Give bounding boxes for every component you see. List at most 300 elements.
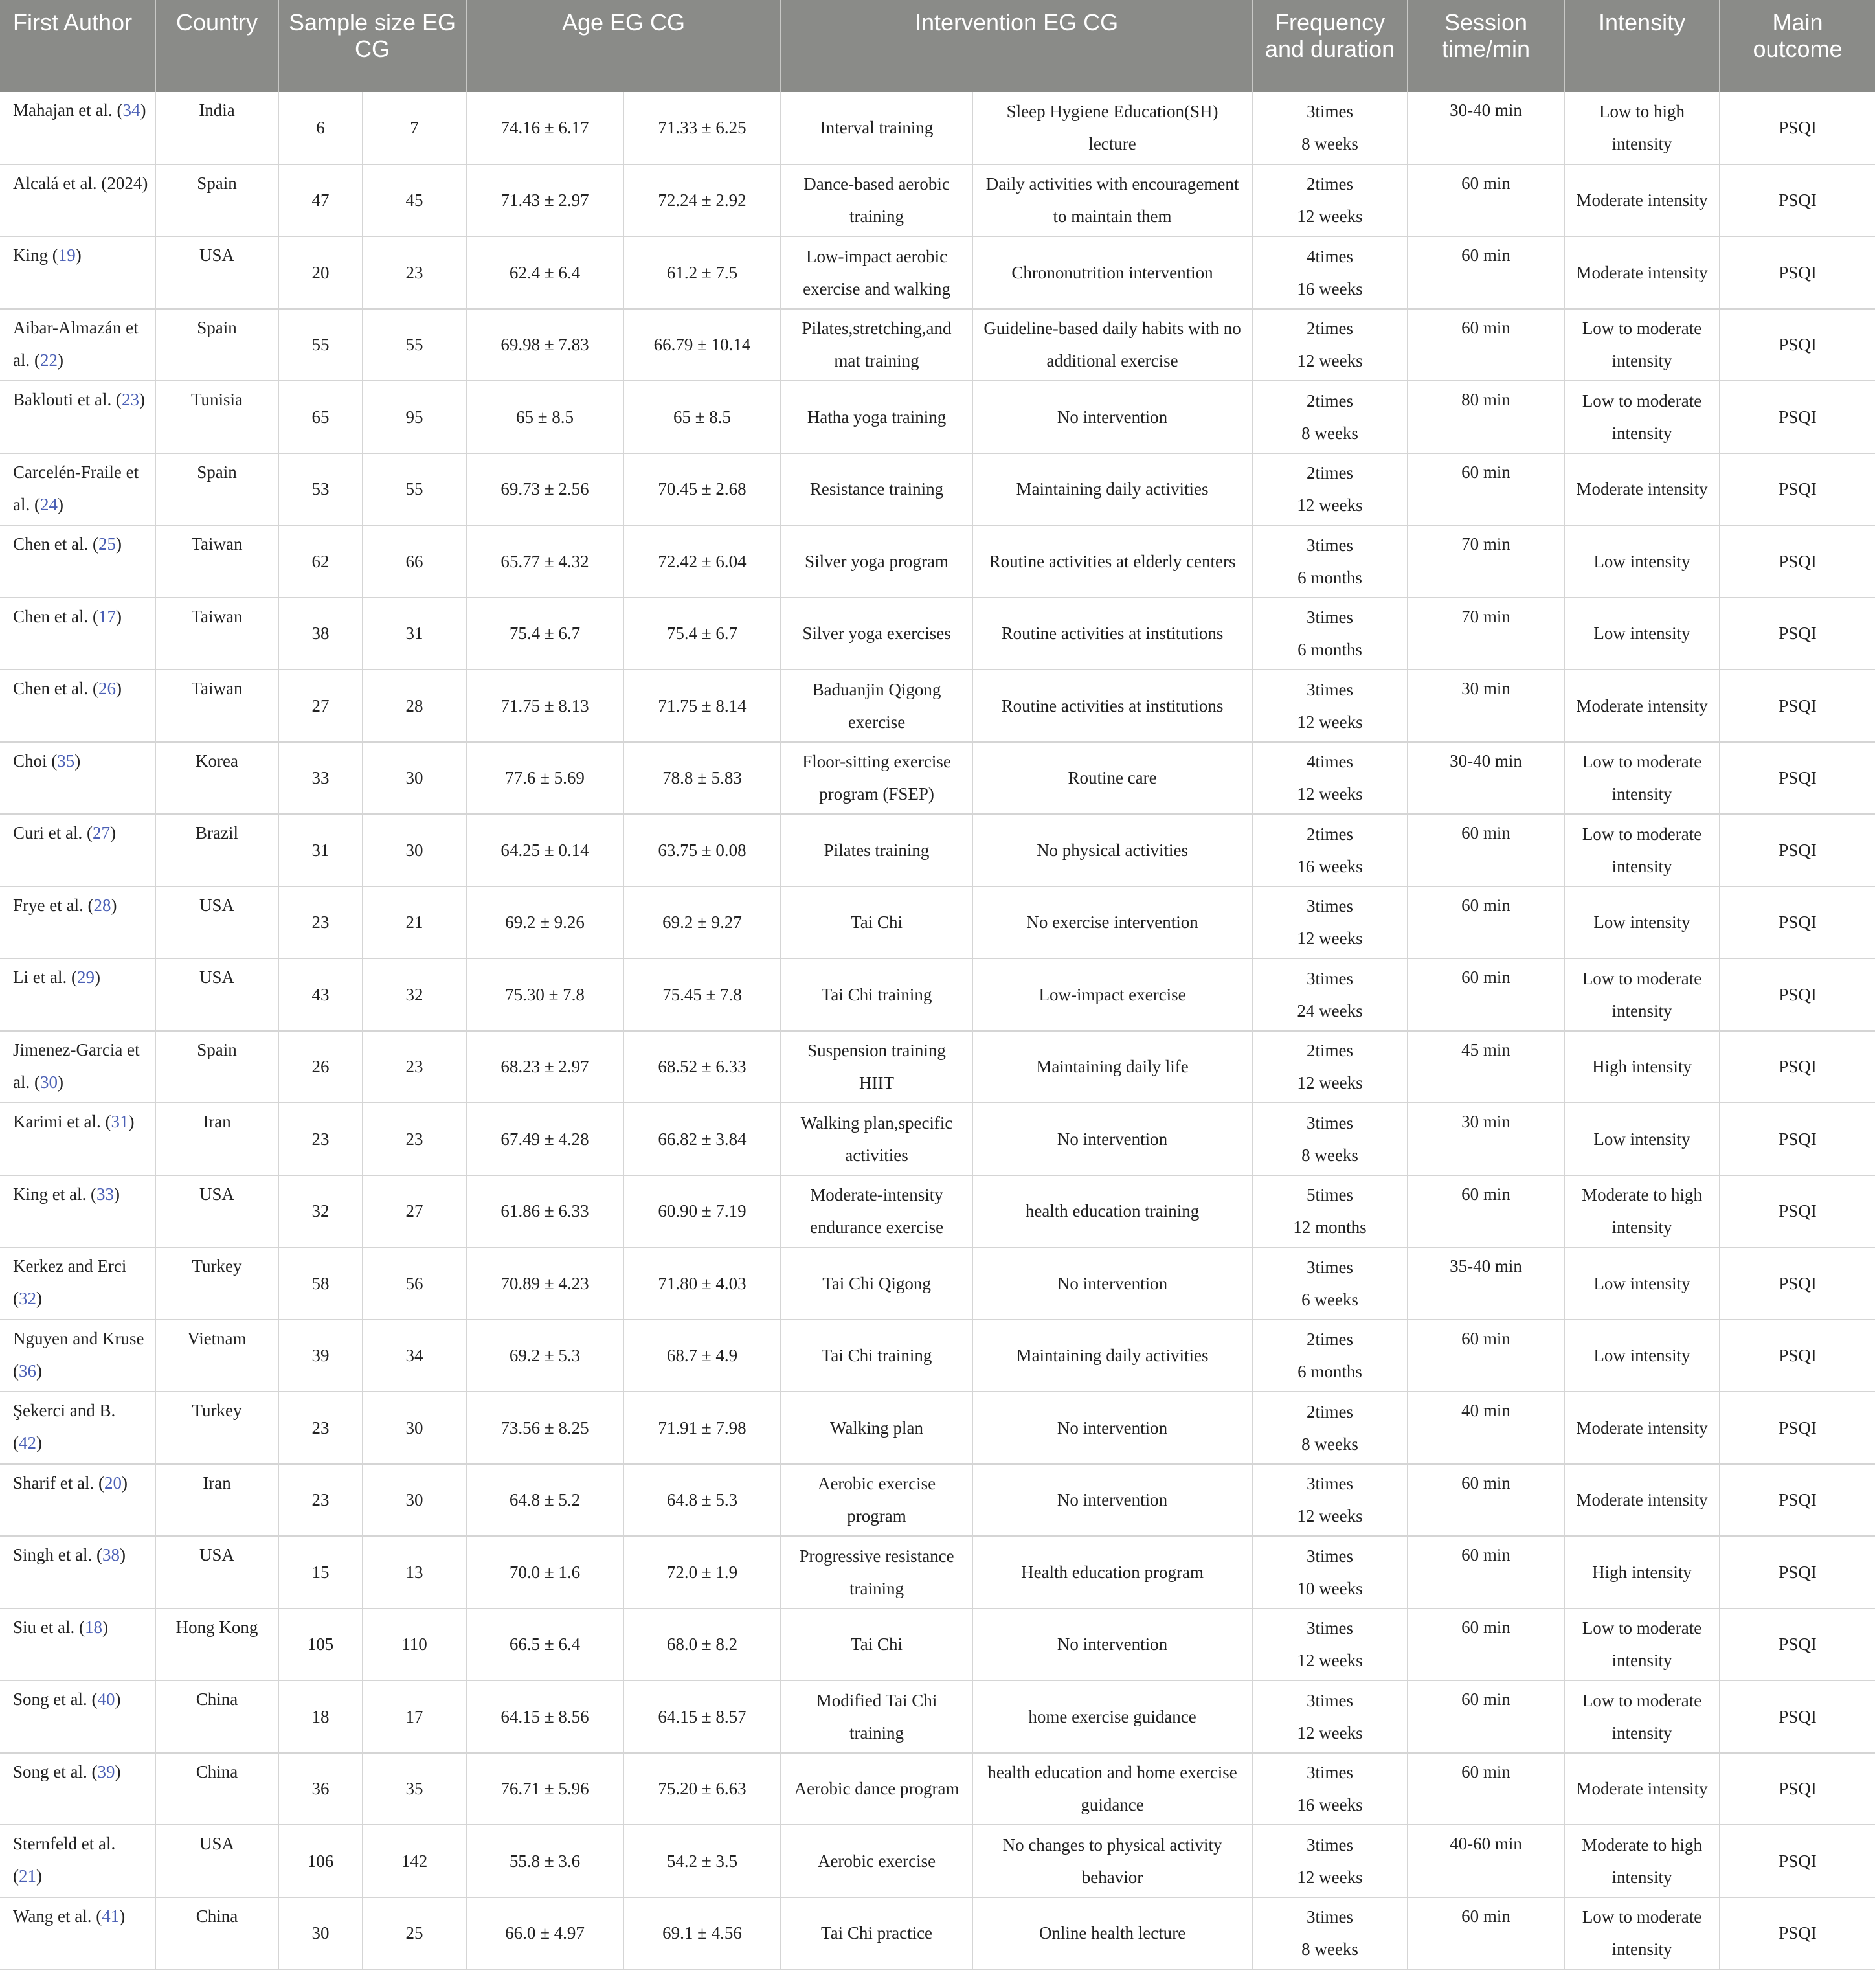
frequency-value: 3times [1307,679,1354,699]
reference-link[interactable]: 38 [102,1545,120,1564]
frequency-value: 3times [1307,1474,1354,1494]
header-first-author: First Author [0,0,155,92]
cell-frequency-duration [1252,1680,1408,1753]
cell-intensity [1564,453,1720,526]
session-value: 45 min [1461,1039,1510,1059]
session-value: 70 min [1461,606,1510,626]
reference-link[interactable]: 28 [93,895,111,915]
reference-link[interactable]: 36 [19,1361,36,1381]
intensity-value: Moderate to high intensity [1582,1835,1703,1887]
reference-link[interactable]: 19 [58,245,76,265]
outcome-value: PSQI [1779,1129,1817,1149]
cell-age-eg [466,598,623,670]
cell-age-cg [623,309,781,381]
sample-cg-value: 23 [405,1057,423,1077]
country-value: Spain [197,173,237,193]
intervention-cg-value: No intervention [1057,1418,1168,1438]
cell-intervention-eg [781,92,972,164]
cell-intensity [1564,1464,1720,1537]
cell-country [155,1103,278,1175]
sample-eg-value: 39 [311,1346,330,1366]
cell-outcome [1720,1247,1875,1320]
country-value: China [196,1689,238,1709]
country-value: USA [199,967,234,987]
cell-age-cg [623,1897,781,1970]
table-row [0,742,1875,815]
cell-session [1408,164,1564,237]
cell-session [1408,236,1564,309]
intervention-cg-value: Health education program [1021,1562,1204,1582]
age-eg-value: 66.5 ± 6.4 [509,1634,581,1655]
cell-intervention-cg [972,525,1252,598]
cell-first-author: Li et al. (29) [0,958,155,1031]
cell-age-eg [466,1536,623,1609]
cell-sample-eg [278,670,363,742]
frequency-value: 3times [1307,1113,1354,1133]
cell-sample-cg [363,92,466,164]
cell-country [155,381,278,453]
cell-intensity [1564,309,1720,381]
frequency-value: 4times [1307,246,1354,266]
intensity-value: Moderate intensity [1576,695,1708,716]
cell-intervention-eg [781,1392,972,1464]
intervention-cg-value: No intervention [1057,1634,1168,1655]
reference-link[interactable]: 17 [98,606,116,626]
sample-eg-value: 26 [311,1057,330,1077]
table-row [0,814,1875,887]
duration-value: 16 weeks [1297,278,1363,299]
cell-first-author: Carcelén-Fraile et al. (24) [0,453,155,526]
sample-cg-value: 55 [405,335,423,355]
cell-frequency-duration [1252,381,1408,453]
table-row [0,1320,1875,1392]
header-intensity: Intensity [1564,0,1720,92]
cell-age-cg [623,453,781,526]
cell-session [1408,958,1564,1031]
duration-value: 12 weeks [1297,784,1363,804]
frequency-value: 2times [1307,1041,1354,1061]
frequency-value: 4times [1307,752,1354,772]
cell-intervention-eg [781,1247,972,1320]
author-name: Siu et al. [13,1617,75,1637]
cell-intensity [1564,1103,1720,1175]
reference-link[interactable]: 18 [85,1617,102,1637]
outcome-value: PSQI [1779,984,1817,1004]
reference-link[interactable]: 20 [104,1473,122,1493]
cell-sample-eg [278,453,363,526]
age-cg-value: 71.80 ± 4.03 [658,1273,747,1293]
cell-session [1408,381,1564,453]
session-value: 60 min [1461,462,1510,482]
cell-outcome [1720,92,1875,164]
duration-value: 6 months [1297,640,1362,660]
cell-sample-eg [278,1897,363,1970]
intervention-cg-value: Maintaining daily activities [1016,479,1209,499]
age-eg-value: 73.56 ± 8.25 [500,1418,589,1438]
cell-intervention-eg [781,164,972,237]
author-name: King et al. [13,1184,87,1204]
age-cg-value: 68.52 ± 6.33 [658,1057,747,1077]
sample-eg-value: 23 [311,912,330,932]
table-row [0,598,1875,670]
duration-value: 10 weeks [1297,1578,1363,1598]
cell-session [1408,742,1564,815]
author-name: Song et al. [13,1689,87,1709]
reference-link[interactable]: 25 [98,534,116,554]
age-eg-value: 75.30 ± 7.8 [505,984,585,1004]
cell-frequency-duration [1252,1536,1408,1609]
age-eg-value: 61.86 ± 6.33 [500,1201,589,1221]
outcome-value: PSQI [1779,1418,1817,1438]
duration-value: 6 weeks [1301,1289,1358,1309]
author-name: Aibar-Almazán et al. [13,317,139,370]
outcome-value: PSQI [1779,551,1817,571]
cell-sample-cg [363,381,466,453]
country-value: USA [199,895,234,915]
author-name: Chen et al. [13,534,89,554]
outcome-value: PSQI [1779,479,1817,499]
table-row [0,1753,1875,1825]
cell-intensity [1564,525,1720,598]
cell-intervention-cg [972,670,1252,742]
author-name: Karimi et al. [13,1112,101,1131]
reference-link[interactable]: 24 [40,494,58,514]
session-value: 60 min [1461,1545,1510,1564]
cell-session [1408,670,1564,742]
cell-frequency-duration [1252,1825,1408,1897]
cell-frequency-duration [1252,1175,1408,1248]
country-value: Turkey [192,1256,242,1276]
frequency-value: 3times [1307,896,1354,916]
cell-session [1408,309,1564,381]
cell-sample-cg [363,1609,466,1681]
cell-intervention-eg [781,958,972,1031]
intervention-eg-value: Aerobic dance program [794,1779,960,1799]
cell-age-eg [466,1609,623,1681]
age-eg-value: 74.16 ± 6.17 [500,118,589,138]
cell-age-eg [466,309,623,381]
cell-first-author: Karimi et al. (31) [0,1103,155,1175]
frequency-value: 3times [1307,102,1354,122]
intervention-cg-value: health education and home exercise guidance [987,1763,1237,1815]
cell-country [155,814,278,887]
cell-intervention-eg [781,1609,972,1681]
reference-link[interactable]: 40 [97,1689,115,1709]
cell-intervention-eg [781,1464,972,1537]
sample-cg-value: 45 [405,190,423,210]
cell-outcome [1720,1031,1875,1103]
cell-intensity [1564,1536,1720,1609]
sample-cg-value: 27 [405,1201,423,1221]
cell-age-eg [466,381,623,453]
intervention-cg-value: Routine activities at institutions [1001,624,1224,644]
cell-intervention-cg [972,1175,1252,1248]
cell-session [1408,1753,1564,1825]
cell-first-author: Sharif et al. (20) [0,1464,155,1537]
cell-session [1408,598,1564,670]
cell-age-eg [466,453,623,526]
intervention-cg-value: health education training [1025,1201,1200,1221]
duration-value: 24 weeks [1297,1000,1363,1021]
sample-eg-value: 30 [311,1923,330,1943]
frequency-value: 3times [1307,1835,1354,1855]
cell-age-cg [623,1031,781,1103]
cell-age-cg [623,164,781,237]
duration-value: 12 weeks [1297,929,1363,949]
cell-age-eg [466,742,623,815]
cell-sample-cg [363,1103,466,1175]
age-cg-value: 75.20 ± 6.63 [658,1779,747,1799]
country-value: China [196,1906,238,1926]
cell-intensity [1564,742,1720,815]
sample-eg-value: 18 [311,1706,330,1726]
age-cg-value: 65 ± 8.5 [673,407,732,427]
cell-age-cg [623,670,781,742]
cell-sample-cg [363,1536,466,1609]
frequency-value: 3times [1307,1763,1354,1783]
age-eg-value: 69.98 ± 7.83 [500,335,589,355]
cell-country [155,670,278,742]
cell-country [155,453,278,526]
table-row [0,453,1875,526]
intensity-value: Low to moderate intensity [1582,1907,1702,1960]
intensity-value: Low intensity [1593,912,1690,932]
cell-intervention-eg [781,670,972,742]
cell-sample-cg [363,236,466,309]
cell-frequency-duration [1252,92,1408,164]
cell-outcome [1720,887,1875,959]
table-row [0,1464,1875,1537]
frequency-value: 2times [1307,1329,1354,1350]
intervention-cg-value: Maintaining daily activities [1016,1346,1209,1366]
sample-cg-value: 30 [405,840,423,860]
reference-link[interactable]: 39 [97,1761,115,1781]
cell-country [155,1320,278,1392]
cell-intensity [1564,164,1720,237]
cell-intensity [1564,1609,1720,1681]
duration-value: 16 weeks [1297,856,1363,876]
cell-sample-cg [363,814,466,887]
session-value: 60 min [1461,895,1510,915]
intensity-value: Low intensity [1593,551,1690,571]
author-name: Frye et al. [13,895,84,915]
cell-age-cg [623,236,781,309]
age-eg-value: 69.73 ± 2.56 [500,479,589,499]
cell-sample-eg [278,1680,363,1753]
intervention-cg-value: Routine activities at institutions [1001,695,1224,716]
age-cg-value: 70.45 ± 2.68 [658,479,747,499]
frequency-value: 3times [1307,968,1354,988]
cell-age-cg [623,1175,781,1248]
reference-link[interactable]: 33 [96,1184,114,1204]
cell-outcome [1720,381,1875,453]
cell-frequency-duration [1252,1609,1408,1681]
sample-eg-value: 20 [311,262,330,282]
age-cg-value: 72.42 ± 6.04 [658,551,747,571]
cell-intervention-cg [972,1609,1252,1681]
session-value: 60 min [1461,1761,1510,1781]
country-value: Turkey [192,1401,242,1420]
reference-link[interactable]: 27 [92,823,110,842]
outcome-value: PSQI [1779,1346,1817,1366]
cell-intervention-eg [781,1680,972,1753]
age-eg-value: 65 ± 8.5 [515,407,574,427]
frequency-value: 5times [1307,1185,1354,1205]
intervention-eg-value: Walking plan,specific activities [800,1113,953,1165]
frequency-value: 2times [1307,390,1354,411]
author-name: Şekerci and B. [13,1401,116,1420]
author-name: King [13,245,48,265]
intensity-value: Low to moderate intensity [1582,752,1702,804]
intervention-eg-value: Tai Chi practice [821,1923,933,1943]
intervention-eg-value: Aerobic exercise program [817,1474,936,1526]
cell-intensity [1564,1175,1720,1248]
reference-link[interactable]: 41 [102,1906,120,1926]
reference-link[interactable]: 23 [121,390,139,409]
cell-first-author: Baklouti et al. (23) [0,381,155,453]
cell-frequency-duration [1252,1392,1408,1464]
cell-intervention-eg [781,1031,972,1103]
author-name: Sternfeld et al. [13,1834,116,1853]
cell-sample-eg [278,1031,363,1103]
outcome-value: PSQI [1779,840,1817,860]
reference-link[interactable]: 31 [111,1112,129,1131]
cell-outcome [1720,598,1875,670]
cell-intervention-eg [781,1825,972,1897]
intervention-eg-value: Interval training [820,118,934,138]
intensity-value: Moderate intensity [1576,190,1708,210]
cell-age-cg [623,1753,781,1825]
session-value: 60 min [1461,1473,1510,1493]
intensity-value: Low to moderate intensity [1582,824,1702,876]
session-value: 30 min [1461,679,1510,698]
table-row [0,1392,1875,1464]
cell-outcome [1720,1536,1875,1609]
session-value: 60 min [1461,967,1510,987]
cell-sample-eg [278,92,363,164]
cell-first-author: Aibar-Almazán et al. (22) [0,309,155,381]
cell-sample-cg [363,453,466,526]
outcome-value: PSQI [1779,262,1817,282]
sample-eg-value: 33 [311,768,330,788]
cell-country [155,958,278,1031]
age-cg-value: 63.75 ± 0.08 [658,840,747,860]
reference-link[interactable]: 42 [19,1433,36,1452]
cell-frequency-duration [1252,1247,1408,1320]
cell-intensity [1564,1031,1720,1103]
sample-eg-value: 38 [311,624,330,644]
cell-intensity [1564,381,1720,453]
intervention-cg-value: Chrononutrition intervention [1011,262,1213,282]
cell-first-author: Mahajan et al. (34) [0,92,155,164]
cell-frequency-duration [1252,598,1408,670]
cell-age-eg [466,1753,623,1825]
country-value: Taiwan [191,606,243,626]
cell-frequency-duration [1252,742,1408,815]
table-header [0,0,1875,92]
duration-value: 12 weeks [1297,1506,1363,1526]
country-value: USA [199,1545,234,1564]
outcome-value: PSQI [1779,912,1817,932]
cell-age-cg [623,1103,781,1175]
cell-session [1408,525,1564,598]
cell-session [1408,1320,1564,1392]
cell-first-author: Song et al. (39) [0,1753,155,1825]
cell-country [155,1247,278,1320]
cell-age-eg [466,1175,623,1248]
reference-link[interactable]: 35 [57,751,75,771]
sample-eg-value: 53 [311,479,330,499]
cell-age-cg [623,1609,781,1681]
cell-sample-eg [278,1609,363,1681]
cell-sample-eg [278,1825,363,1897]
cell-age-eg [466,164,623,237]
reference-link[interactable]: 26 [98,679,116,698]
intensity-value: High intensity [1592,1562,1692,1582]
cell-sample-eg [278,1536,363,1609]
table-row [0,670,1875,742]
author-name: Jimenez-Garcia et al. [13,1039,140,1092]
intervention-cg-value: Sleep Hygiene Education(SH) lecture [1006,102,1218,154]
reference-link[interactable]: 32 [19,1289,36,1308]
cell-frequency-duration [1252,1103,1408,1175]
intensity-value: Low to moderate intensity [1582,1618,1702,1671]
header-country: Country [155,0,278,92]
cell-frequency-duration [1252,670,1408,742]
sample-cg-value: 142 [401,1851,428,1871]
table-row [0,164,1875,237]
cell-country [155,742,278,815]
age-cg-value: 75.45 ± 7.8 [662,984,742,1004]
intervention-cg-value: No intervention [1057,1273,1168,1293]
cell-intervention-cg [972,887,1252,959]
reference-link[interactable]: 34 [122,100,140,120]
reference-link[interactable]: 29 [76,967,95,987]
cell-age-cg [623,525,781,598]
intervention-cg-value: No intervention [1057,1490,1168,1510]
reference-link[interactable]: 22 [40,350,58,370]
cell-intensity [1564,598,1720,670]
outcome-value: PSQI [1779,118,1817,138]
author-name: Chen et al. [13,679,89,698]
cell-sample-eg [278,958,363,1031]
cell-outcome [1720,1392,1875,1464]
country-value: USA [199,245,234,265]
reference-link[interactable]: 21 [19,1866,36,1886]
cell-intervention-cg [972,1031,1252,1103]
cell-sample-eg [278,814,363,887]
cell-intensity [1564,887,1720,959]
reference-link[interactable]: 30 [40,1072,58,1092]
cell-first-author: Curi et al. (27) [0,814,155,887]
session-value: 60 min [1461,245,1510,265]
cell-intervention-cg [972,164,1252,237]
cell-sample-eg [278,1753,363,1825]
country-value: Hong Kong [175,1617,258,1637]
cell-intervention-cg [972,958,1252,1031]
cell-sample-cg [363,1753,466,1825]
cell-outcome [1720,814,1875,887]
cell-session [1408,1897,1564,1970]
header-sample-size: Sample size EG CG [278,0,466,92]
cell-first-author [0,164,155,237]
cell-sample-eg [278,309,363,381]
cell-session [1408,92,1564,164]
cell-age-eg [466,1247,623,1320]
cell-outcome [1720,309,1875,381]
outcome-value: PSQI [1779,190,1817,210]
age-eg-value: 70.0 ± 1.6 [509,1562,581,1582]
